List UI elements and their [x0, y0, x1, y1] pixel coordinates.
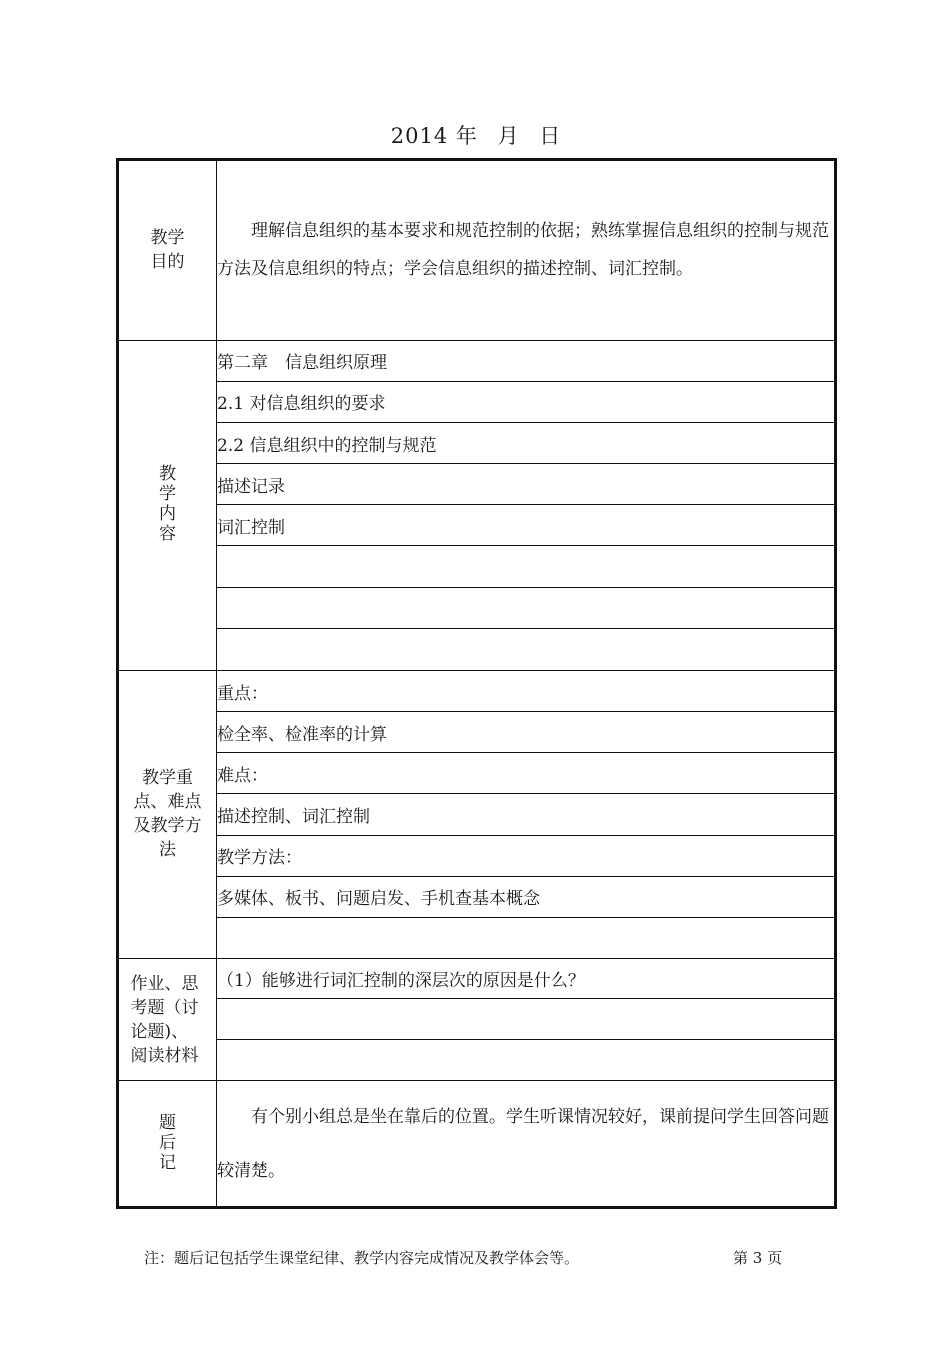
postscript-text: 有个别小组总是坐在靠后的位置。学生听课情况较好，课前提问学生回答问题较清楚。: [217, 1081, 836, 1208]
postscript-row: [118, 1081, 836, 1208]
homework-line: [217, 1040, 836, 1081]
objectives-text: 理解信息组织的基本要求和规范控制的依据；熟练掌握信息组织的控制与规范方法及信息组织的特点；学会信息组织的描述控制、词汇控制。: [217, 160, 836, 341]
content-line: 描述记录: [217, 464, 836, 505]
key-points-line: 教学方法：: [217, 835, 836, 876]
content-line: [217, 546, 836, 587]
homework-label: 作业、思考题（讨论题)、阅读材料: [118, 959, 217, 1081]
date-day: 日: [539, 124, 562, 148]
date-line: [0, 120, 952, 150]
content-line: [217, 628, 836, 670]
objectives-row: [118, 160, 836, 341]
content-line: [217, 587, 836, 628]
key-points-row: [118, 670, 836, 711]
key-points-line: 难点：: [217, 753, 836, 794]
homework-line: [217, 999, 836, 1040]
key-points-line: 重点：: [217, 670, 836, 711]
content-line: 2.2 信息组织中的控制与规范: [217, 423, 836, 464]
content-row: [118, 340, 836, 381]
key-points-line: 多媒体、板书、问题启发、手机查基本概念: [217, 876, 836, 917]
homework-line: （1）能够进行词汇控制的深层次的原因是什么？: [217, 959, 836, 999]
date-year: 2014 年: [390, 124, 478, 148]
postscript-label: 题后记: [118, 1081, 217, 1208]
content-line: 第二章 信息组织原理: [217, 340, 836, 381]
homework-row: [118, 959, 836, 999]
key-points-line: 检全率、检准率的计算: [217, 712, 836, 753]
key-points-label: 教学重点、难点及教学方法: [118, 670, 217, 958]
key-points-line: [217, 917, 836, 958]
lesson-plan-table: [116, 158, 837, 1209]
footer-note: 注：题后记包括学生课堂纪律、教学内容完成情况及教学体会等。: [144, 1249, 580, 1267]
content-line: 2.1 对信息组织的要求: [217, 381, 836, 422]
objectives-label: 教学 目的: [118, 160, 217, 341]
content-label: 教学内容: [118, 340, 217, 670]
date-month: 月: [497, 124, 520, 148]
page-number: 第 3 页: [733, 1249, 783, 1267]
content-line: 词汇控制: [217, 505, 836, 546]
key-points-line: 描述控制、词汇控制: [217, 794, 836, 835]
